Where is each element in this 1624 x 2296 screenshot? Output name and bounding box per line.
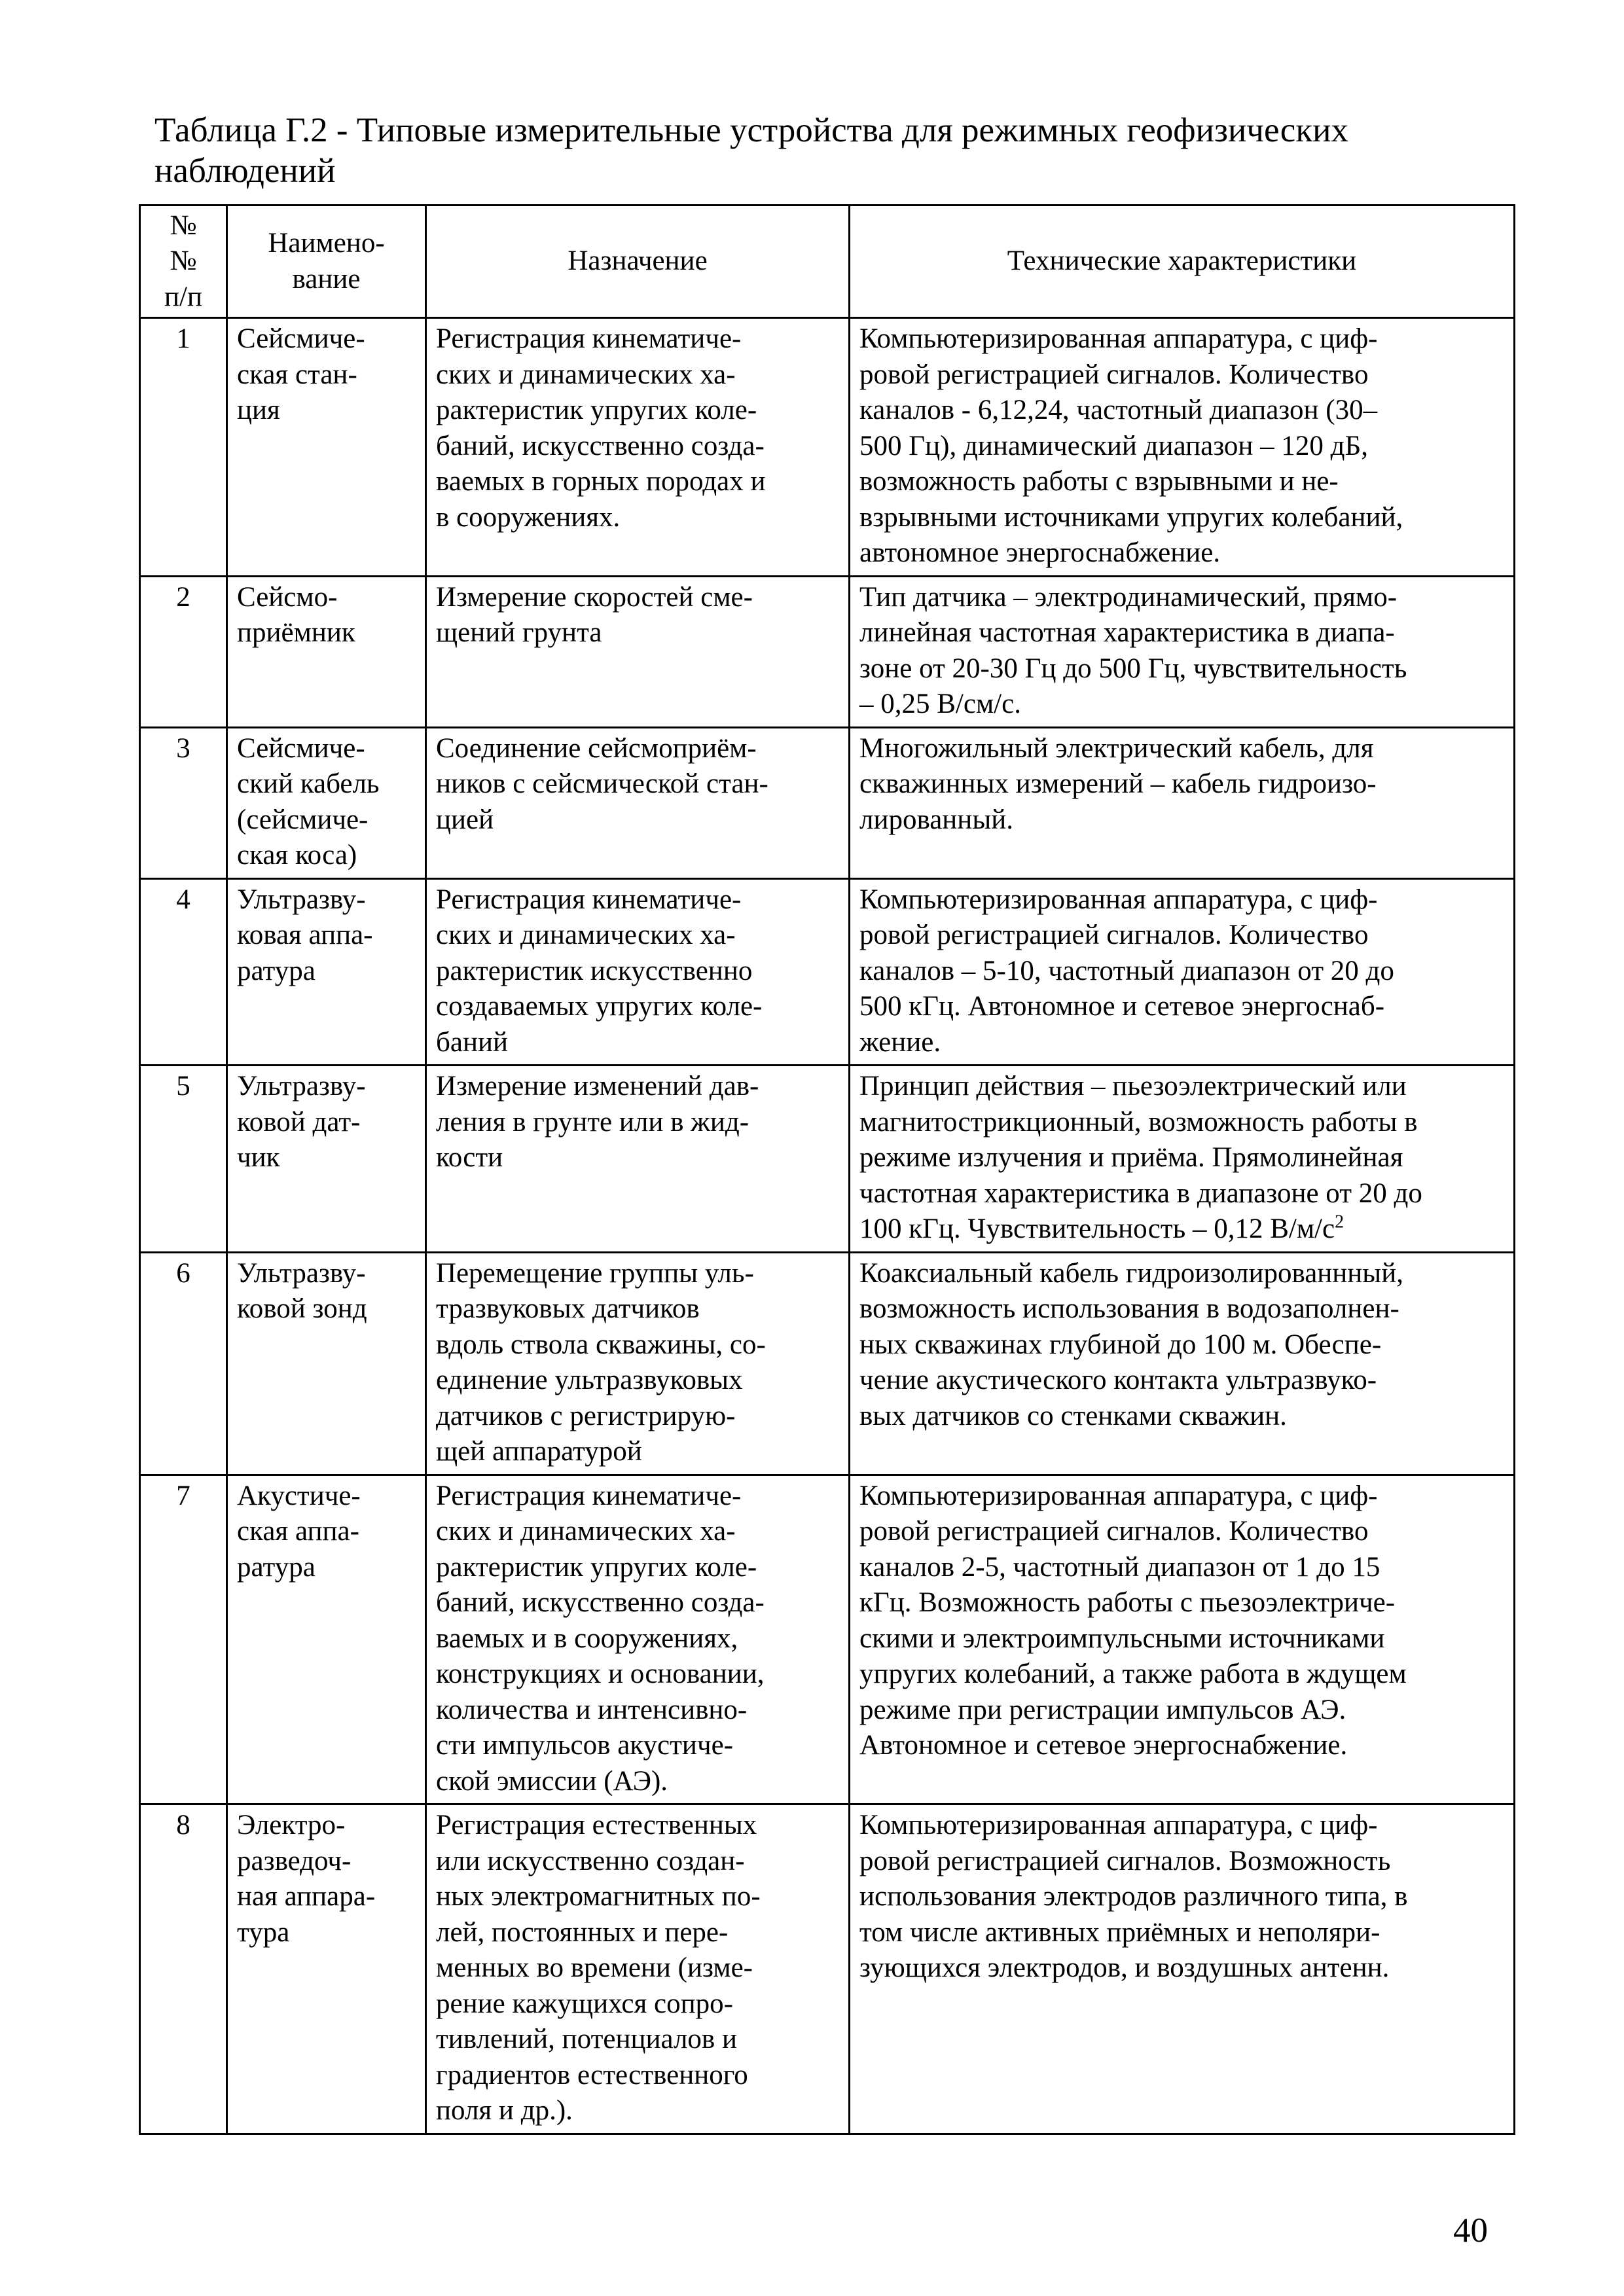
cell-purpose-line: ских и динамических ха- <box>436 359 736 390</box>
table-row <box>140 576 1515 727</box>
cell-specs-line: Автономное и сетевое энергоснабжение. <box>859 1730 1348 1761</box>
table-row <box>140 1804 1515 2134</box>
cell-purpose-line: Соединение сейсмоприём- <box>436 732 757 764</box>
cell-specs <box>850 1066 1515 1253</box>
cell-purpose-line: Перемещение группы уль- <box>436 1257 754 1289</box>
cell-specs <box>850 576 1515 727</box>
cell-name-line: (сейсмиче- <box>237 804 369 835</box>
cell-purpose-line: рактеристик упругих коле- <box>436 1551 757 1583</box>
cell-purpose-line: создаваемых упругих коле- <box>436 991 763 1022</box>
cell-specs-line: использования электродов различного типа, в <box>859 1881 1408 1912</box>
header-name-line: Наимено- <box>268 228 385 259</box>
cell-specs-line: Компьютеризированная аппаратура, с циф- <box>859 323 1378 354</box>
cell-purpose-line: количества и интенсивно- <box>436 1694 748 1725</box>
cell-purpose-line: ской эмиссии (АЭ). <box>436 1765 668 1797</box>
cell-purpose-line: Регистрация кинематиче- <box>436 1480 742 1511</box>
cell-purpose-line: Измерение изменений дав- <box>436 1071 759 1102</box>
cell-specs-line: каналов - 6,12,24, частотный диапазон (30– <box>859 395 1378 425</box>
cell-name-line: приёмник <box>237 617 355 648</box>
cell-purpose <box>426 1066 850 1253</box>
cell-purpose-line: баний <box>436 1026 508 1058</box>
cell-specs-line: режиме при регистрации импульсов АЭ. <box>859 1694 1346 1725</box>
cell-specs-line: возможность работы с взрывными и не- <box>859 466 1339 497</box>
cell-specs <box>850 878 1515 1066</box>
cell-specs-line: жение. <box>859 1026 941 1058</box>
cell-purpose-line: Регистрация кинематиче- <box>436 323 742 354</box>
cell-specs-line: ровой регистрацией сигналов. Количество <box>859 359 1369 390</box>
table-body <box>140 318 1515 2134</box>
caption-line-1: Таблица Г.2 - Типовые измерительные устройства для режимных геофизических <box>154 111 1348 149</box>
cell-specs-line: частотная характеристика в диапазоне от 20 до <box>859 1177 1422 1209</box>
cell-name-line: тура <box>237 1916 290 1948</box>
cell-name-line: Ультразву- <box>237 1071 366 1102</box>
cell-purpose-line: вдоль ствола скважины, со- <box>436 1329 766 1360</box>
cell-name-line: разведоч- <box>237 1845 352 1876</box>
cell-purpose-line: рактеристик упругих коле- <box>436 395 757 425</box>
cell-purpose-line: ских и динамических ха- <box>436 1516 736 1547</box>
cell-purpose-line: ваемых и в сооружениях, <box>436 1623 738 1654</box>
cell-specs-line: Компьютеризированная аппаратура, с циф- <box>859 1810 1378 1840</box>
cell-name-line: Сейсмиче- <box>237 732 365 764</box>
cell-specs-line: – 0,25 В/см/с. <box>859 689 1021 719</box>
cell-name-line: ская коса) <box>237 840 357 870</box>
cell-num: 6 <box>140 1252 227 1475</box>
cell-name-line: Электро- <box>237 1810 346 1840</box>
cell-num: 4 <box>140 878 227 1066</box>
cell-name-line: ратура <box>237 955 316 986</box>
cell-purpose-line: менных во времени (изме- <box>436 1952 753 1983</box>
cell-purpose-line: ления в грунте или в жид- <box>436 1106 749 1138</box>
cell-purpose <box>426 1804 850 2134</box>
table-row <box>140 318 1515 577</box>
cell-specs-line: вых датчиков со стенками скважин. <box>859 1400 1287 1431</box>
cell-num: 5 <box>140 1066 227 1253</box>
devices-table <box>139 204 1515 2135</box>
cell-name-line: ковой дат- <box>237 1106 361 1138</box>
cell-purpose <box>426 318 850 577</box>
cell-purpose-line: градиентов естественного <box>436 2059 748 2090</box>
table-row <box>140 1475 1515 1804</box>
cell-specs-line: линейная частотная характеристика в диапа- <box>859 617 1395 648</box>
cell-specs-line: автономное энергоснабжение. <box>859 537 1221 568</box>
superscript: 2 <box>1335 1211 1344 1232</box>
cell-specs <box>850 1475 1515 1804</box>
cell-purpose-line: Измерение скоростей сме- <box>436 581 753 613</box>
cell-name-line: ская аппа- <box>237 1516 359 1547</box>
header-num-line: № <box>170 245 197 277</box>
cell-purpose-line: поля и др.). <box>436 2095 573 2126</box>
cell-specs <box>850 318 1515 577</box>
cell-specs-line: магнитострикционный, возможность работы в <box>859 1106 1418 1138</box>
cell-specs-line: Коаксиальный кабель гидроизолированнный, <box>859 1257 1403 1289</box>
table-row <box>140 1252 1515 1475</box>
table-row <box>140 1066 1515 1253</box>
cell-name-line: ция <box>237 395 280 425</box>
cell-specs-line: Компьютеризированная аппаратура, с циф- <box>859 1480 1378 1511</box>
cell-purpose-line: кости <box>436 1142 503 1173</box>
cell-specs-line: зоне от 20-30 Гц до 500 Гц, чувствительность <box>859 653 1407 684</box>
cell-purpose-line: цией <box>436 804 494 835</box>
cell-specs-line: 500 Гц), динамический диапазон – 120 дБ, <box>859 430 1369 461</box>
cell-specs <box>850 727 1515 878</box>
caption-line-2: наблюдений <box>154 152 336 190</box>
cell-specs-line: ровой регистрацией сигналов. Количество <box>859 1516 1369 1547</box>
cell-purpose-line: лей, постоянных и пере- <box>436 1916 729 1948</box>
cell-name <box>227 1066 426 1253</box>
cell-name <box>227 576 426 727</box>
cell-purpose-line: ников с сейсмической стан- <box>436 768 768 799</box>
cell-purpose-line: щений грунта <box>436 617 602 648</box>
cell-purpose-line: рактеристик искусственно <box>436 955 753 986</box>
header-num-line: п/п <box>164 281 202 312</box>
table-row <box>140 878 1515 1066</box>
cell-purpose-line: ваемых в горных породах и <box>436 466 766 497</box>
table-header-row <box>140 206 1515 318</box>
cell-purpose <box>426 878 850 1066</box>
cell-num: 7 <box>140 1475 227 1804</box>
cell-specs-line: упругих колебаний, а также работа в ждущем <box>859 1659 1407 1689</box>
cell-num: 3 <box>140 727 227 878</box>
cell-purpose-line: тразвуковых датчиков <box>436 1293 700 1324</box>
cell-purpose-line: Регистрация естественных <box>436 1810 757 1840</box>
cell-purpose-line: или искусственно создан- <box>436 1845 745 1876</box>
cell-specs-line: кГц. Возможность работы с пьезоэлектриче- <box>859 1587 1396 1618</box>
cell-specs-line: чение акустического контакта ультразвуко- <box>859 1365 1377 1395</box>
cell-name-line: ковой зонд <box>237 1293 367 1324</box>
cell-name-line: чик <box>237 1142 280 1173</box>
cell-specs-line: лированный. <box>859 804 1013 835</box>
cell-name-line: ная аппара- <box>237 1881 376 1912</box>
cell-name <box>227 1252 426 1475</box>
cell-specs-line: ровой регистрацией сигналов. Количество <box>859 920 1369 950</box>
cell-specs-text: 100 кГц. Чувствительность – 0,12 В/м/с <box>859 1213 1335 1244</box>
cell-specs-line: возможность использования в водозаполнен- <box>859 1293 1399 1324</box>
cell-purpose-line: баний, искусственно созда- <box>436 430 765 461</box>
cell-specs <box>850 1804 1515 2134</box>
header-num <box>140 206 227 318</box>
cell-specs-line: каналов 2-5, частотный диапазон от 1 до 15 <box>859 1551 1380 1583</box>
cell-purpose-line: баний, искусственно созда- <box>436 1587 765 1618</box>
cell-num: 2 <box>140 576 227 727</box>
cell-purpose <box>426 576 850 727</box>
cell-name <box>227 1475 426 1804</box>
cell-specs-line: Компьютеризированная аппаратура, с циф- <box>859 884 1378 915</box>
cell-purpose-line: в сооружениях. <box>436 501 621 533</box>
cell-name <box>227 318 426 577</box>
cell-purpose-line: ных электромагнитных по- <box>436 1881 761 1912</box>
cell-purpose-line: единение ультразвуковых <box>436 1365 743 1395</box>
cell-specs-line: ровой регистрацией сигналов. Возможность <box>859 1845 1391 1876</box>
cell-name <box>227 878 426 1066</box>
cell-specs-line: скважинных измерений – кабель гидроизо- <box>859 768 1377 799</box>
cell-name <box>227 1804 426 2134</box>
cell-name-line: Акустиче- <box>237 1480 361 1511</box>
cell-purpose-line: ских и динамических ха- <box>436 920 736 950</box>
cell-purpose-line: тивлений, потенциалов и <box>436 2024 737 2054</box>
cell-specs-line: режиме излучения и приёма. Прямолинейная <box>859 1142 1403 1173</box>
cell-purpose-line: щей аппаратурой <box>436 1436 642 1467</box>
page-number: 40 <box>1453 2212 1488 2250</box>
cell-num: 8 <box>140 1804 227 2134</box>
cell-name-line: Сейсмиче- <box>237 323 365 354</box>
cell-name-line: ратура <box>237 1551 316 1583</box>
table-row <box>140 727 1515 878</box>
cell-name-line: ковая аппа- <box>237 920 373 950</box>
cell-specs-line: каналов – 5-10, частотный диапазон от 20 до <box>859 955 1394 986</box>
cell-name <box>227 727 426 878</box>
cell-specs-line: Тип датчика – электродинамический, прямо- <box>859 581 1398 613</box>
cell-purpose-line: Регистрация кинематиче- <box>436 884 742 915</box>
header-purpose: Назначение <box>426 206 850 318</box>
header-specs: Технические характеристики <box>850 206 1515 318</box>
cell-name-line: Ультразву- <box>237 884 366 915</box>
cell-num: 1 <box>140 318 227 577</box>
cell-specs-line: ных скважинах глубиной до 100 м. Обеспе- <box>859 1329 1382 1360</box>
header-name-line: вание <box>292 263 361 295</box>
header-num-line: № <box>170 209 197 241</box>
cell-purpose-line: рение кажущихся сопро- <box>436 1988 733 2019</box>
cell-purpose <box>426 727 850 878</box>
cell-specs-line: Многожильный электрический кабель, для <box>859 732 1374 764</box>
cell-specs-line: 500 кГц. Автономное и сетевое энергоснаб- <box>859 991 1385 1022</box>
cell-specs-line: зующихся электродов, и воздушных антенн. <box>859 1952 1390 1983</box>
cell-name-line: Ультразву- <box>237 1257 366 1289</box>
cell-purpose-line: датчиков с регистрирую- <box>436 1400 736 1431</box>
cell-specs-line: скими и электроимпульсными источниками <box>859 1623 1385 1654</box>
cell-name-line: Сейсмо- <box>237 581 338 613</box>
cell-name-line: ский кабель <box>237 768 380 799</box>
cell-purpose <box>426 1252 850 1475</box>
cell-specs-line: том числе активных приёмных и неполяри- <box>859 1916 1380 1948</box>
cell-name-line: ская стан- <box>237 359 357 390</box>
cell-purpose-line: конструкциях и основании, <box>436 1659 765 1689</box>
cell-purpose <box>426 1475 850 1804</box>
cell-specs-line <box>859 1211 1507 1247</box>
table-caption <box>154 110 1516 191</box>
cell-specs-line: Принцип действия – пьезоэлектрический или <box>859 1071 1407 1102</box>
header-name <box>227 206 426 318</box>
cell-specs <box>850 1252 1515 1475</box>
cell-specs-line: взрывными источниками упругих колебаний, <box>859 501 1403 533</box>
cell-purpose-line: сти импульсов акустиче- <box>436 1730 733 1761</box>
